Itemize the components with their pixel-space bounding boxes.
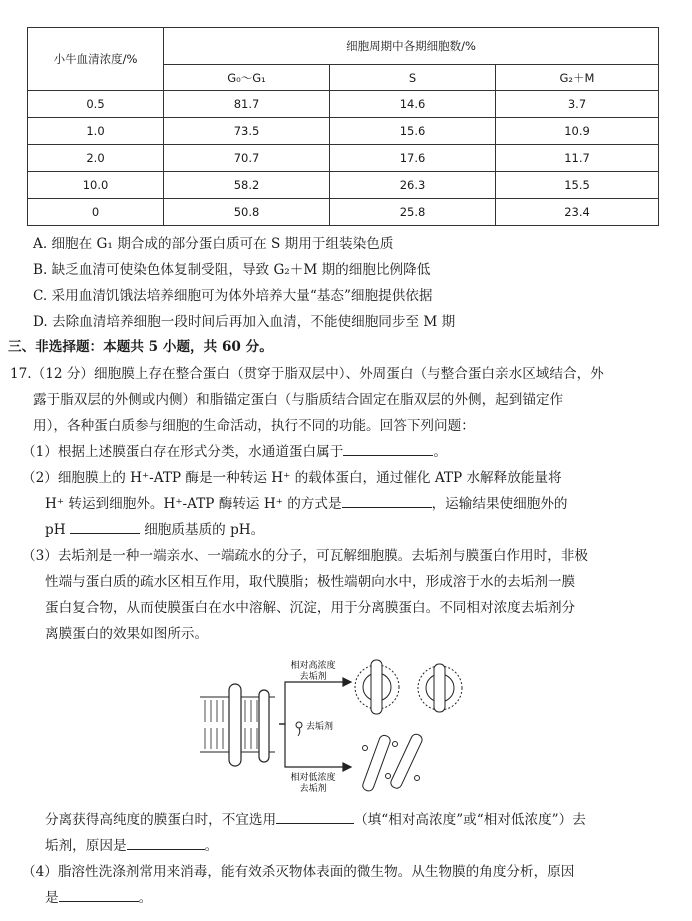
table-cell: 81.7: [164, 91, 330, 118]
table-row: [28, 91, 659, 118]
q17-part3-reason: 垢剂，原因是: [45, 838, 127, 854]
q17-part2-ph: pH: [45, 522, 66, 538]
table-cell: 2.0: [28, 145, 164, 172]
q17-part3-line4: 离膜蛋白的效果如图所示。: [45, 626, 209, 642]
table-cell: 25.8: [330, 199, 496, 226]
option-d: D. 去除血清培养细胞一段时间后再加入血清，不能使细胞同步至 M 期: [33, 314, 456, 330]
table-cell: 50.8: [164, 199, 330, 226]
q17-part2-line3: [45, 518, 264, 538]
q17-part3-line1: （3）去垢剂是一种一端亲水、一端疏水的分子，可瓦解细胞膜。去垢剂与膜蛋白作用时，非极: [22, 548, 588, 564]
q17-part2-text-b: ，运输结果使细胞外的: [431, 496, 568, 512]
section-heading: 三、非选择题：本题共 5 小题，共 60 分。: [8, 339, 273, 355]
answer-blank[interactable]: [127, 835, 205, 850]
q17-part3-line2: 性端与蛋白质的疏水区相互作用，取代膜脂；极性端朝向水中，形成溶于水的去垢剂一膜: [45, 574, 576, 590]
table-cell: 23.4: [496, 199, 659, 226]
q17-part1-end: 。: [433, 444, 447, 460]
table-cell: 0: [28, 199, 164, 226]
cell-cycle-table: [27, 27, 659, 226]
q17-part3-line3: 蛋白复合物，从而使膜蛋白在水中溶解、沉淀，用于分离膜蛋白。不同相对浓度去垢剂分: [45, 600, 576, 616]
q17-part4-line2: [45, 886, 152, 906]
table-cell: 26.3: [330, 172, 496, 199]
low-concentration-label: 相对低浓度: [290, 773, 336, 783]
q17-part3-reason-end: 。: [204, 838, 219, 854]
detergent-figure: [195, 652, 495, 802]
q17-part3-line6: [45, 834, 218, 854]
table-cell: 0.5: [28, 91, 164, 118]
table-row: [28, 118, 659, 145]
g2-m-header: G₂＋M: [496, 65, 659, 91]
protein-complex-icon: [361, 733, 423, 793]
table-cell: 3.7: [496, 91, 659, 118]
q17-intro-line2: 露于脂双层的外侧或内侧）和脂锚定蛋白（与脂质结合固定在脂双层的外侧，起到锚定作: [33, 392, 564, 408]
q17-part4-line1: （4）脂溶性洗涤剂常用来消毒，能有效杀灭物体表面的微生物。从生物膜的角度分析，原因: [22, 864, 575, 880]
q17-part1: [22, 440, 447, 460]
answer-blank[interactable]: [276, 809, 354, 824]
table-cell: 15.5: [496, 172, 659, 199]
detergent-legend-icon: [296, 722, 302, 736]
table-cell: 73.5: [164, 118, 330, 145]
table-cell: 15.6: [330, 118, 496, 145]
table-row: [28, 172, 659, 199]
q17-part1-text: （1）根据上述膜蛋白存在形式分类，水通道蛋白属于: [22, 444, 344, 460]
table-row: [28, 145, 659, 172]
q17-part2-ph-end: 细胞质基质的 pH。: [144, 522, 265, 538]
option-b: B. 缺乏血清可使染色体复制受阻，导致 G₂＋M 期的细胞比例降低: [33, 262, 431, 278]
q17-part3-text-b: （填“相对高浓度”或“相对低浓度”）去: [354, 812, 586, 828]
q17-part3-text: 分离获得高纯度的膜蛋白时，不宜选用: [45, 812, 277, 828]
q17-part4-end: 。: [138, 890, 153, 906]
q17-intro-line1: 17.（12 分）细胞膜上存在整合蛋白（贯穿于脂双层中）、外周蛋白（与整合蛋白亲水区域结合，外: [10, 366, 604, 382]
table-cell: 1.0: [28, 118, 164, 145]
answer-blank[interactable]: [59, 887, 139, 902]
detergent-legend-label: 去垢剂: [306, 722, 334, 732]
answer-blank[interactable]: [70, 519, 140, 534]
q17-intro-line3: 用），各种蛋白质参与细胞的生命活动，执行不同的功能。回答下列问题：: [33, 418, 475, 434]
s-phase-header: S: [330, 65, 496, 91]
protein-micelle-icon: [355, 660, 462, 714]
q17-part3-line5: [45, 808, 586, 828]
table-cell: 10.9: [496, 118, 659, 145]
q17-part2-line2: [45, 492, 568, 512]
option-c: C. 采用血清饥饿法培养细胞可为体外培养大量“基态”细胞提供依据: [33, 288, 433, 304]
table-cell: 17.6: [330, 145, 496, 172]
table-row: [28, 199, 659, 226]
high-concentration-label-2: 去垢剂: [299, 672, 327, 682]
table-cell: 14.6: [330, 91, 496, 118]
table-cell: 70.7: [164, 145, 330, 172]
q17-part4-text: 是: [45, 890, 59, 906]
g0-g1-header: G₀～G₁: [164, 65, 330, 91]
option-a: A. 细胞在 G₁ 期合成的部分蛋白质可在 S 期用于组装染色质: [33, 236, 394, 252]
membrane-protein-icon: [229, 684, 269, 766]
serum-concentration-header: 小牛血清浓度/%: [28, 28, 164, 91]
q17-part2-text: H⁺ 转运到细胞外。H⁺-ATP 酶转运 H⁺ 的方式是: [45, 496, 342, 512]
cell-percentage-group-header: 细胞周期中各期细胞数/%: [164, 28, 659, 65]
high-concentration-label: 相对高浓度: [290, 661, 336, 671]
q17-part2-line1: （2）细胞膜上的 H⁺-ATP 酶是一种转运 H⁺ 的载体蛋白，通过催化 ATP 水解释放能量将: [22, 470, 562, 486]
answer-blank[interactable]: [342, 493, 432, 508]
table-cell: 11.7: [496, 145, 659, 172]
table-cell: 10.0: [28, 172, 164, 199]
table-cell: 58.2: [164, 172, 330, 199]
answer-blank[interactable]: [343, 441, 433, 456]
low-concentration-label-2: 去垢剂: [299, 784, 327, 794]
